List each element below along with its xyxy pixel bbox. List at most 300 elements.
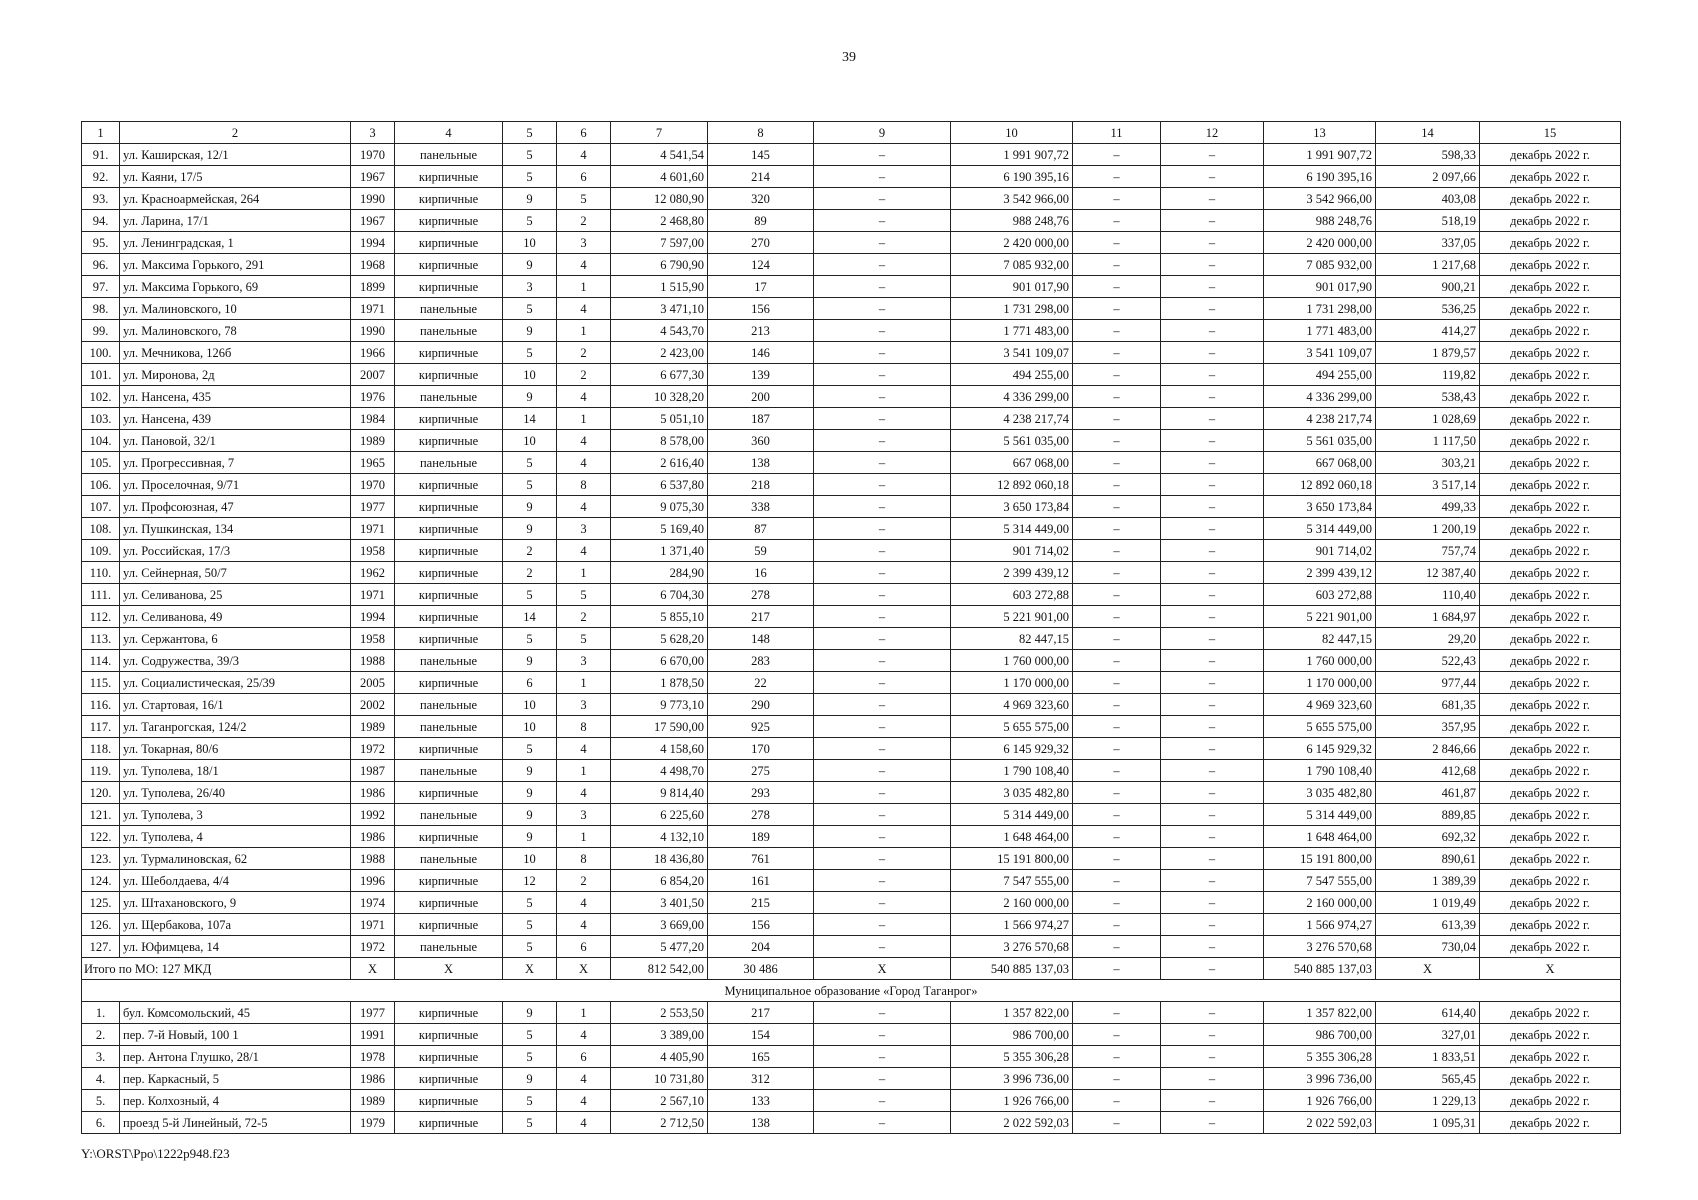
cell-row-number: 103. [82,408,120,430]
cell-residents: 87 [708,518,814,540]
cell-cost-per-sqm: 692,32 [1376,826,1480,848]
cell-deadline: декабрь 2022 г. [1480,826,1621,848]
cell-col-9: – [814,210,951,232]
table-row [82,496,1621,518]
cell-address: ул. Содружества, 39/3 [120,650,351,672]
cell-floors: 2 [503,540,557,562]
total-cell-floors: X [503,958,557,980]
cell-address: ул. Каширская, 12/1 [120,144,351,166]
cell-cost-total: 988 248,76 [951,210,1073,232]
cell-floors: 9 [503,1002,557,1024]
cell-cost-col-13: 1 771 483,00 [1264,320,1376,342]
cell-col-11: – [1073,210,1161,232]
cell-residents: 146 [708,342,814,364]
cell-col-11: – [1073,672,1161,694]
cell-col-9: – [814,496,951,518]
cell-col-11: – [1073,1090,1161,1112]
cell-entrances: 4 [557,540,611,562]
cell-cost-total: 1 760 000,00 [951,650,1073,672]
column-header: 15 [1480,122,1621,144]
cell-floors: 5 [503,1090,557,1112]
cell-col-12: – [1161,364,1264,386]
cell-entrances: 2 [557,606,611,628]
cell-row-number: 108. [82,518,120,540]
cell-wall-material: панельные [395,320,503,342]
file-path: Y:\ORST\Ppo\1222p948.f23 [81,1146,230,1161]
cell-row-number: 111. [82,584,120,606]
cell-residents: 16 [708,562,814,584]
cell-row-number: 106. [82,474,120,496]
cell-address: ул. Туполева, 18/1 [120,760,351,782]
cell-cost-total: 3 035 482,80 [951,782,1073,804]
cell-row-number: 120. [82,782,120,804]
cell-entrances: 4 [557,496,611,518]
cell-wall-material: кирпичные [395,628,503,650]
cell-cost-total: 3 650 173,84 [951,496,1073,518]
cell-col-12: – [1161,474,1264,496]
table-row [82,408,1621,430]
cell-deadline: декабрь 2022 г. [1480,1002,1621,1024]
cell-col-12: – [1161,782,1264,804]
cell-deadline: декабрь 2022 г. [1480,430,1621,452]
cell-entrances: 4 [557,430,611,452]
cell-col-9: – [814,144,951,166]
cell-cost-col-13: 667 068,00 [1264,452,1376,474]
cell-address: ул. Туполева, 4 [120,826,351,848]
cell-col-12: – [1161,276,1264,298]
cell-col-11: – [1073,870,1161,892]
cell-area: 2 712,50 [611,1112,708,1134]
cell-cost-col-13: 1 926 766,00 [1264,1090,1376,1112]
cell-residents: 217 [708,1002,814,1024]
cell-area: 6 670,00 [611,650,708,672]
cell-residents: 17 [708,276,814,298]
table-row [82,474,1621,496]
table-row [82,1024,1621,1046]
cell-deadline: декабрь 2022 г. [1480,694,1621,716]
cell-cost-col-13: 5 655 575,00 [1264,716,1376,738]
cell-residents: 156 [708,298,814,320]
cell-cost-col-13: 3 996 736,00 [1264,1068,1376,1090]
column-header: 6 [557,122,611,144]
cell-address: ул. Красноармейская, 264 [120,188,351,210]
cell-col-11: – [1073,144,1161,166]
cell-cost-col-13: 6 145 929,32 [1264,738,1376,760]
cell-year-built: 1970 [351,474,395,496]
table-row [82,936,1621,958]
cell-cost-total: 603 272,88 [951,584,1073,606]
cell-deadline: декабрь 2022 г. [1480,606,1621,628]
cell-address: ул. Нансена, 435 [120,386,351,408]
cell-area: 17 590,00 [611,716,708,738]
cell-year-built: 1988 [351,848,395,870]
cell-residents: 275 [708,760,814,782]
cell-cost-col-13: 1 566 974,27 [1264,914,1376,936]
cell-address: ул. Малиновского, 10 [120,298,351,320]
cell-cost-per-sqm: 357,95 [1376,716,1480,738]
cell-entrances: 8 [557,848,611,870]
cell-cost-col-13: 7 547 555,00 [1264,870,1376,892]
cell-col-9: – [814,342,951,364]
table-row [82,628,1621,650]
cell-year-built: 1958 [351,540,395,562]
cell-floors: 6 [503,672,557,694]
cell-address: ул. Проселочная, 9/71 [120,474,351,496]
cell-col-12: – [1161,1002,1264,1024]
table-row [82,804,1621,826]
cell-col-12: – [1161,584,1264,606]
cell-floors: 12 [503,870,557,892]
table-row [82,694,1621,716]
cell-cost-total: 901 017,90 [951,276,1073,298]
cell-col-12: – [1161,408,1264,430]
cell-col-12: – [1161,254,1264,276]
table-row [82,1090,1621,1112]
cell-row-number: 6. [82,1112,120,1134]
cell-year-built: 1977 [351,496,395,518]
cell-cost-col-13: 5 314 449,00 [1264,518,1376,540]
cell-address: ул. Сейнерная, 50/7 [120,562,351,584]
cell-deadline: декабрь 2022 г. [1480,562,1621,584]
cell-wall-material: кирпичные [395,364,503,386]
cell-col-12: – [1161,1024,1264,1046]
table-row [82,672,1621,694]
cell-residents: 154 [708,1024,814,1046]
cell-residents: 213 [708,320,814,342]
cell-area: 6 537,80 [611,474,708,496]
cell-col-11: – [1073,408,1161,430]
cell-floors: 10 [503,232,557,254]
total-cell-deadline: X [1480,958,1621,980]
cell-cost-col-13: 1 790 108,40 [1264,760,1376,782]
page-number: 39 [842,50,856,65]
cell-col-12: – [1161,298,1264,320]
cell-area: 4 541,54 [611,144,708,166]
cell-col-9: – [814,452,951,474]
cell-col-12: – [1161,804,1264,826]
cell-cost-per-sqm: 890,61 [1376,848,1480,870]
cell-cost-total: 2 420 000,00 [951,232,1073,254]
column-header: 11 [1073,122,1161,144]
total-cell-cost-total: 540 885 137,03 [951,958,1073,980]
cell-floors: 14 [503,606,557,628]
cell-row-number: 118. [82,738,120,760]
cell-col-11: – [1073,804,1161,826]
cell-year-built: 1988 [351,650,395,672]
cell-cost-total: 2 399 439,12 [951,562,1073,584]
cell-cost-per-sqm: 681,35 [1376,694,1480,716]
cell-address: ул. Ленинградская, 1 [120,232,351,254]
cell-floors: 9 [503,1068,557,1090]
cell-deadline: декабрь 2022 г. [1480,210,1621,232]
cell-cost-total: 4 238 217,74 [951,408,1073,430]
cell-col-11: – [1073,892,1161,914]
cell-wall-material: панельные [395,760,503,782]
cell-row-number: 114. [82,650,120,672]
cell-floors: 5 [503,628,557,650]
cell-entrances: 4 [557,738,611,760]
cell-deadline: декабрь 2022 г. [1480,342,1621,364]
cell-wall-material: кирпичные [395,496,503,518]
cell-year-built: 2005 [351,672,395,694]
cell-residents: 124 [708,254,814,276]
cell-row-number: 105. [82,452,120,474]
cell-area: 1 878,50 [611,672,708,694]
cell-address: ул. Нансена, 439 [120,408,351,430]
cell-wall-material: панельные [395,716,503,738]
cell-entrances: 3 [557,232,611,254]
cell-cost-col-13: 5 561 035,00 [1264,430,1376,452]
cell-area: 4 405,90 [611,1046,708,1068]
cell-address: ул. Профсоюзная, 47 [120,496,351,518]
cell-cost-col-13: 2 420 000,00 [1264,232,1376,254]
cell-floors: 5 [503,144,557,166]
cell-cost-per-sqm: 977,44 [1376,672,1480,694]
cell-floors: 14 [503,408,557,430]
cell-col-11: – [1073,760,1161,782]
table-row [82,364,1621,386]
cell-year-built: 1965 [351,452,395,474]
cell-cost-per-sqm: 1 684,97 [1376,606,1480,628]
cell-cost-total: 6 145 929,32 [951,738,1073,760]
cell-residents: 360 [708,430,814,452]
table-row [82,144,1621,166]
cell-year-built: 1977 [351,1002,395,1024]
cell-area: 4 543,70 [611,320,708,342]
cell-wall-material: кирпичные [395,826,503,848]
table-row [82,210,1621,232]
total-cell-col-9: X [814,958,951,980]
cell-floors: 5 [503,166,557,188]
cell-wall-material: кирпичные [395,1024,503,1046]
cell-deadline: декабрь 2022 г. [1480,782,1621,804]
header-row [82,122,1621,144]
cell-cost-col-13: 2 160 000,00 [1264,892,1376,914]
cell-year-built: 1967 [351,210,395,232]
cell-entrances: 2 [557,870,611,892]
cell-entrances: 4 [557,1112,611,1134]
cell-row-number: 99. [82,320,120,342]
cell-deadline: декабрь 2022 г. [1480,298,1621,320]
cell-col-9: – [814,430,951,452]
cell-year-built: 1899 [351,276,395,298]
cell-area: 284,90 [611,562,708,584]
cell-cost-per-sqm: 1 028,69 [1376,408,1480,430]
cell-col-9: – [814,540,951,562]
cell-deadline: декабрь 2022 г. [1480,628,1621,650]
column-header: 14 [1376,122,1480,144]
cell-deadline: декабрь 2022 г. [1480,452,1621,474]
cell-year-built: 1989 [351,1090,395,1112]
cell-floors: 10 [503,430,557,452]
cell-cost-total: 15 191 800,00 [951,848,1073,870]
cell-cost-col-13: 3 650 173,84 [1264,496,1376,518]
cell-address: пер. 7-й Новый, 100 1 [120,1024,351,1046]
cell-wall-material: кирпичные [395,1068,503,1090]
cell-wall-material: панельные [395,144,503,166]
cell-year-built: 1970 [351,144,395,166]
cell-residents: 189 [708,826,814,848]
cell-area: 5 051,10 [611,408,708,430]
cell-year-built: 1958 [351,628,395,650]
cell-entrances: 4 [557,298,611,320]
cell-col-9: – [814,826,951,848]
cell-year-built: 1972 [351,936,395,958]
cell-entrances: 8 [557,474,611,496]
cell-residents: 161 [708,870,814,892]
cell-col-11: – [1073,1046,1161,1068]
cell-area: 9 075,30 [611,496,708,518]
cell-col-9: – [814,870,951,892]
cell-wall-material: кирпичные [395,738,503,760]
cell-col-11: – [1073,320,1161,342]
cell-floors: 5 [503,1024,557,1046]
cell-wall-material: кирпичные [395,672,503,694]
total-cell-cost-col-13: 540 885 137,03 [1264,958,1376,980]
cell-area: 10 731,80 [611,1068,708,1090]
total-cell-area: 812 542,00 [611,958,708,980]
cell-cost-per-sqm: 461,87 [1376,782,1480,804]
cell-col-11: – [1073,826,1161,848]
cell-col-9: – [814,298,951,320]
cell-floors: 5 [503,1112,557,1134]
cell-cost-total: 4 969 323,60 [951,694,1073,716]
cell-year-built: 1979 [351,1112,395,1134]
cell-cost-per-sqm: 1 229,13 [1376,1090,1480,1112]
cell-cost-col-13: 988 248,76 [1264,210,1376,232]
table-row [82,760,1621,782]
cell-address: ул. Токарная, 80/6 [120,738,351,760]
cell-residents: 215 [708,892,814,914]
cell-year-built: 1984 [351,408,395,430]
cell-floors: 5 [503,342,557,364]
cell-cost-per-sqm: 29,20 [1376,628,1480,650]
cell-row-number: 1. [82,1002,120,1024]
table-row [82,232,1621,254]
cell-cost-total: 5 221 901,00 [951,606,1073,628]
cell-wall-material: кирпичные [395,1090,503,1112]
cell-year-built: 1971 [351,298,395,320]
cell-col-11: – [1073,738,1161,760]
cell-area: 10 328,20 [611,386,708,408]
column-header: 9 [814,122,951,144]
cell-deadline: декабрь 2022 г. [1480,1046,1621,1068]
cell-year-built: 1986 [351,782,395,804]
cell-floors: 5 [503,298,557,320]
total-label: Итого по МО: 127 МКД [82,958,351,980]
cell-col-9: – [814,232,951,254]
cell-col-9: – [814,892,951,914]
cell-col-11: – [1073,232,1161,254]
cell-col-12: – [1161,826,1264,848]
cell-cost-per-sqm: 12 387,40 [1376,562,1480,584]
cell-row-number: 125. [82,892,120,914]
cell-cost-per-sqm: 1 200,19 [1376,518,1480,540]
cell-col-9: – [814,760,951,782]
cell-row-number: 5. [82,1090,120,1112]
cell-cost-col-13: 3 541 109,07 [1264,342,1376,364]
cell-deadline: декабрь 2022 г. [1480,1112,1621,1134]
cell-entrances: 4 [557,144,611,166]
cell-wall-material: панельные [395,452,503,474]
total-cell-cost-per-sqm: X [1376,958,1480,980]
cell-area: 9 773,10 [611,694,708,716]
cell-deadline: декабрь 2022 г. [1480,540,1621,562]
cell-deadline: декабрь 2022 г. [1480,892,1621,914]
cell-area: 3 389,00 [611,1024,708,1046]
cell-deadline: декабрь 2022 г. [1480,254,1621,276]
cell-deadline: декабрь 2022 г. [1480,804,1621,826]
cell-col-12: – [1161,628,1264,650]
table-row [82,1112,1621,1134]
cell-row-number: 112. [82,606,120,628]
cell-residents: 278 [708,584,814,606]
cell-cost-per-sqm: 565,45 [1376,1068,1480,1090]
cell-col-12: – [1161,738,1264,760]
cell-year-built: 1986 [351,826,395,848]
cell-floors: 10 [503,694,557,716]
cell-cost-col-13: 1 357 822,00 [1264,1002,1376,1024]
cell-floors: 9 [503,320,557,342]
cell-col-11: – [1073,584,1161,606]
cell-residents: 170 [708,738,814,760]
cell-area: 2 423,00 [611,342,708,364]
cell-entrances: 1 [557,320,611,342]
cell-cost-col-13: 82 447,15 [1264,628,1376,650]
cell-deadline: декабрь 2022 г. [1480,188,1621,210]
cell-floors: 5 [503,474,557,496]
cell-row-number: 93. [82,188,120,210]
cell-address: ул. Мечникова, 126б [120,342,351,364]
cell-col-11: – [1073,188,1161,210]
cell-floors: 3 [503,276,557,298]
table-body [82,122,1621,1134]
cell-residents: 217 [708,606,814,628]
cell-address: проезд 5-й Линейный, 72-5 [120,1112,351,1134]
table-row [82,870,1621,892]
cell-deadline: декабрь 2022 г. [1480,914,1621,936]
cell-area: 6 790,90 [611,254,708,276]
cell-cost-col-13: 901 017,90 [1264,276,1376,298]
cell-cost-col-13: 986 700,00 [1264,1024,1376,1046]
cell-col-12: – [1161,672,1264,694]
cell-col-12: – [1161,430,1264,452]
cell-col-9: – [814,606,951,628]
cell-residents: 89 [708,210,814,232]
cell-cost-per-sqm: 337,05 [1376,232,1480,254]
table-row [82,826,1621,848]
cell-wall-material: панельные [395,936,503,958]
cell-col-12: – [1161,716,1264,738]
cell-col-11: – [1073,430,1161,452]
cell-row-number: 104. [82,430,120,452]
cell-floors: 9 [503,826,557,848]
cell-floors: 9 [503,650,557,672]
cell-address: бул. Комсомольский, 45 [120,1002,351,1024]
cell-cost-total: 901 714,02 [951,540,1073,562]
cell-floors: 5 [503,584,557,606]
cell-col-9: – [814,672,951,694]
cell-cost-per-sqm: 1 217,68 [1376,254,1480,276]
cell-residents: 200 [708,386,814,408]
cell-row-number: 110. [82,562,120,584]
total-row [82,958,1621,980]
cell-cost-per-sqm: 1 019,49 [1376,892,1480,914]
cell-col-12: – [1161,540,1264,562]
cell-year-built: 1968 [351,254,395,276]
cell-cost-per-sqm: 412,68 [1376,760,1480,782]
cell-area: 6 677,30 [611,364,708,386]
